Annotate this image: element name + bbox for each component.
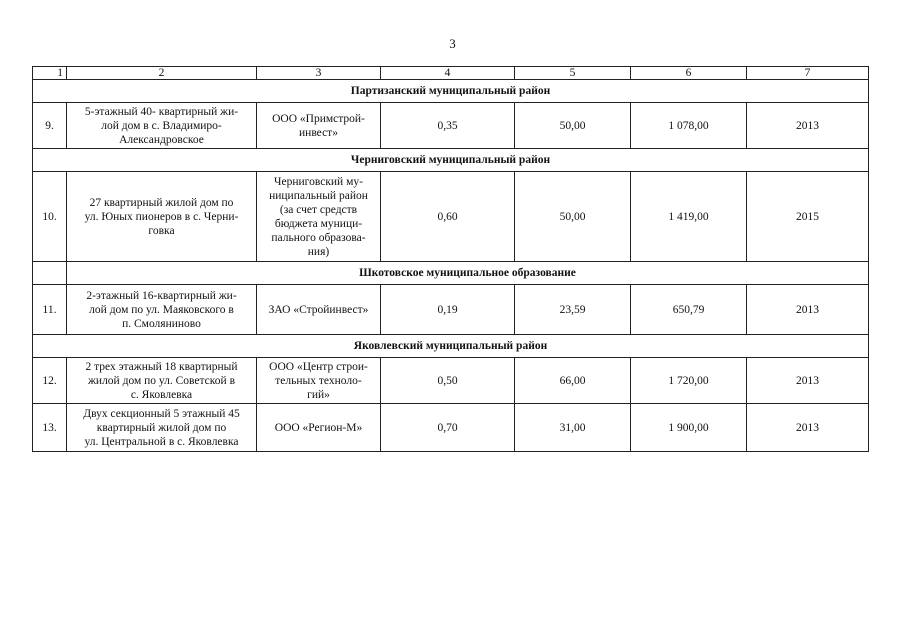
section-title: Черниговский муниципальный район [33, 149, 869, 172]
header-cell-5: 5 [515, 67, 631, 80]
row-number: 10. [33, 172, 67, 262]
section-title: Яковлевский муниципальный район [33, 335, 869, 358]
table-row [33, 103, 869, 149]
value-col4: 0,70 [381, 404, 515, 452]
value-col6: 1 720,00 [631, 358, 747, 404]
header-cell-7: 7 [747, 67, 869, 80]
table-row [33, 404, 869, 452]
table-row [33, 285, 869, 335]
section-row [33, 335, 869, 358]
value-col5: 31,00 [515, 404, 631, 452]
value-col7: 2013 [747, 404, 869, 452]
value-col6: 1 419,00 [631, 172, 747, 262]
header-cell-2: 2 [67, 67, 257, 80]
value-col7: 2013 [747, 103, 869, 149]
developer: Черниговский му- ниципальный район (за счет средств бюджета муници- пального образова- ния) [257, 172, 381, 262]
section-row [33, 262, 869, 285]
header-cell-6: 6 [631, 67, 747, 80]
developer: ООО «Регион-М» [257, 404, 381, 452]
header-row [33, 67, 869, 80]
header-cell-1: 1 [33, 67, 67, 80]
row-number: 11. [33, 285, 67, 335]
value-col4: 0,50 [381, 358, 515, 404]
value-col4: 0,35 [381, 103, 515, 149]
value-col6: 1 078,00 [631, 103, 747, 149]
developer: ЗАО «Стройинвест» [257, 285, 381, 335]
value-col6: 650,79 [631, 285, 747, 335]
section-title: Шкотовское муниципальное образование [67, 262, 869, 285]
value-col7: 2013 [747, 358, 869, 404]
table-row [33, 358, 869, 404]
developer: ООО «Центр строи- тельных техноло- гий» [257, 358, 381, 404]
object-name: 27 квартирный жилой дом по ул. Юных пионеров в с. Черни- говка [67, 172, 257, 262]
construction-table [32, 66, 869, 452]
header-cell-4: 4 [381, 67, 515, 80]
table-row [33, 172, 869, 262]
value-col5: 50,00 [515, 172, 631, 262]
page-number: 3 [449, 36, 456, 51]
developer: ООО «Примстрой- инвест» [257, 103, 381, 149]
row-number: 13. [33, 404, 67, 452]
row-number: 12. [33, 358, 67, 404]
header-cell-3: 3 [257, 67, 381, 80]
object-name: 2 трех этажный 18 квартирный жилой дом по ул. Советской в с. Яковлевка [67, 358, 257, 404]
value-col5: 50,00 [515, 103, 631, 149]
value-col6: 1 900,00 [631, 404, 747, 452]
section-title: Партизанский муниципальный район [33, 80, 869, 103]
value-col5: 23,59 [515, 285, 631, 335]
object-name: 5-этажный 40- квартирный жи- лой дом в с. Владимиро- Александровское [67, 103, 257, 149]
object-name: 2-этажный 16-квартирный жи- лой дом по ул. Маяковского в п. Смоляниново [67, 285, 257, 335]
value-col5: 66,00 [515, 358, 631, 404]
row-number: 9. [33, 103, 67, 149]
section-row [33, 80, 869, 103]
empty-cell [33, 262, 67, 285]
value-col4: 0,19 [381, 285, 515, 335]
value-col4: 0,60 [381, 172, 515, 262]
value-col7: 2013 [747, 285, 869, 335]
section-row [33, 149, 869, 172]
object-name: Двух секционный 5 этажный 45 квартирный жилой дом по ул. Центральной в с. Яковлевка [67, 404, 257, 452]
value-col7: 2015 [747, 172, 869, 262]
